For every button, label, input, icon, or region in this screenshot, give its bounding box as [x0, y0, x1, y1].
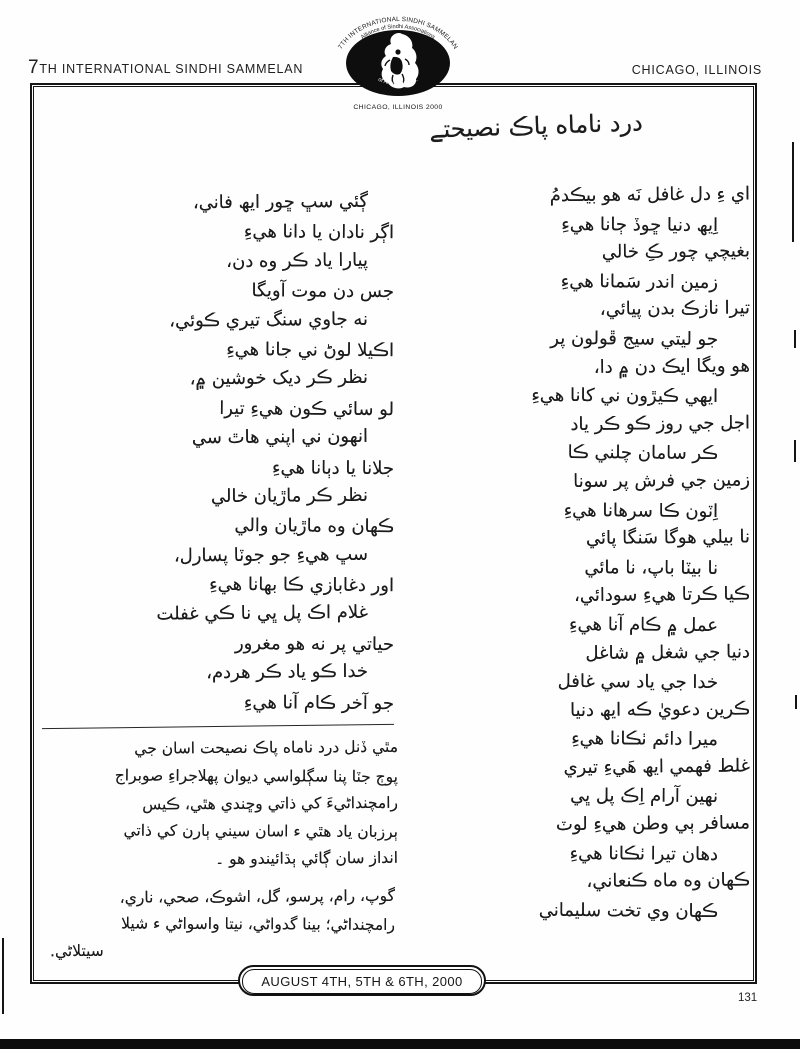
header-location: CHICAGO, ILLINOIS — [631, 63, 762, 77]
note-line: مٿي ڏنل درد ناماه پاڪ نصيحت اسان جي — [134, 737, 399, 758]
verse-line: عمل ۾ ڪام آنا هيءِ — [569, 613, 719, 636]
date-banner-pill — [238, 965, 486, 996]
verse-line: نظر ڪر ماڙيان خالي — [210, 484, 369, 508]
verse-line: لو سائي ڪون هيءِ تيرا — [219, 397, 395, 420]
logo-arc-top-text: 7TH INTERNATIONAL SINDHI SAMMELAN — [337, 16, 459, 51]
scan-bottom-bar — [0, 1039, 800, 1049]
verse-line: هو ويگا ايڪ دن ۾ دا، — [593, 355, 751, 378]
verse-line: اڪيلا لوڻ ني جانا هيءِ — [226, 338, 395, 362]
header-event-title: 7TH INTERNATIONAL SINDHI SAMMELAN — [28, 57, 304, 78]
verse-line: پيارا ياد ڪر وه دن، — [226, 249, 369, 272]
verse-line: اور دغابازي ڪا بهانا هيءِ — [209, 573, 395, 597]
note-line: رامچنداڻيءَ کي ذاتي وڇندي هٿي، ڪيس — [142, 793, 399, 814]
note-line: پوڄ جٽا پنا سڳلواسي ديوان پهلاجراءِ صوبراج — [114, 766, 399, 786]
verse-line: نا بيٽا باپ، نا مائي — [584, 556, 719, 579]
signature-line: رامچنداڻي؛ بينا گدواڻي، نيتا واسواڻي ء شيلا — [121, 913, 396, 934]
scan-artifact-right-line — [792, 142, 794, 242]
verse-line: اي ءِ دل غافل نَه هو بيڪدمُ — [549, 183, 751, 207]
poem-note-block — [44, 735, 398, 874]
verse-line: ڪرين دعويٰ ڪه ايھ دنيا — [569, 698, 751, 721]
verse-line: تيرا نازڪ بدن پيائي، — [599, 297, 751, 321]
signature-line: سيتلاڻي. — [49, 941, 104, 961]
verse-line: اجل جي روز ڪو ڪر ياد — [570, 412, 751, 435]
verse-line: ڪهان وه ماه ڪنعاني، — [586, 869, 751, 893]
verse-line: ڳئي سڀ ڇور ايھ فاني، — [192, 190, 369, 214]
verse-line: ايھي ڪيڙون ني کانا هيءِ — [531, 384, 719, 408]
verse-line: جو ليتي سيج ڦولون پر — [550, 327, 719, 350]
verse-line: ڪهان وي تخت سليماني — [538, 899, 719, 922]
verse-line: سڀ هيءِ جو جوٽا پسارل، — [173, 543, 369, 567]
note-line: ٻرزبان ياد هٿي ء اسان سيني ٻارن کي ذاتي — [123, 821, 399, 842]
logo-arc-mid-text: Alliance of Sindhi Associations — [360, 23, 436, 41]
verse-line: دهان تيرا ٺڪانا هيءِ — [569, 842, 719, 865]
dancer-figure-head — [395, 49, 400, 54]
verse-line: نظر ڪر ديک خوشين ۾، — [189, 367, 369, 390]
verse-line: ڪيا ڪرتا هيءِ سودائي، — [573, 583, 751, 607]
verse-line: بغيچي چور ڪِ خالي — [601, 240, 751, 263]
verse-line: اڳر نادان يا دانا هيءِ — [243, 221, 395, 244]
verse-line: جس دن موت آويگا — [251, 280, 395, 303]
verse-line: خدا ڪو ياد ڪر هردم، — [206, 661, 369, 684]
poem-left-column — [62, 188, 394, 717]
sammelan-logo — [330, 5, 466, 117]
verse-line: نه جاوي سنگ تيري ڪوئي، — [169, 308, 369, 332]
verse-line: ميرا دائم ٺڪانا هيءِ — [571, 728, 719, 751]
verse-line: غلط فهمي ايھ هَيءِ تيري — [563, 755, 751, 778]
signature-block — [50, 884, 395, 964]
signature-line: گوپ، رام، پرسو، گل، اشوڪ، صحي، ناري، — [119, 886, 396, 907]
verse-line: نا بيلي هوگا سَنگا پائي — [585, 526, 751, 550]
verse-line: خدا جي ياد سي غافل — [557, 670, 719, 694]
scan-artifact-right-tick — [794, 330, 796, 348]
verse-line: انهون ني اپني هاٿ سي — [191, 425, 369, 449]
verse-line: دنيا جي شغل ۾ شاغل — [585, 640, 751, 664]
verse-line: مسافر ٻي وطن هيءِ لوٽ — [555, 812, 751, 836]
verse-line: نهين آرام اِڪ پل ڀي — [570, 785, 719, 808]
note-line: انداز سان ڳائي ٻڌائيندو هو ۔ — [215, 848, 399, 869]
verse-line: جو آخر ڪام آنا هيءِ — [243, 691, 395, 714]
page-number: 131 — [738, 992, 758, 1004]
verse-line: جلانا يا دٻانا هيءِ — [271, 456, 395, 479]
verse-line: اِيھ دنيا ڇوڏ ڄانا هيءِ — [561, 213, 719, 236]
poem-right-column — [398, 182, 750, 925]
verse-line: ڪر سامان چلني ڪا — [567, 442, 719, 465]
scan-artifact-right-tick — [794, 440, 796, 462]
date-banner: AUGUST 4TH, 5TH & 6TH, 2000 — [242, 969, 482, 994]
scan-artifact-left-line — [2, 938, 4, 1014]
scan-artifact-right-tick — [795, 695, 797, 709]
verse-line: حياتي پر نه هو مغرور — [234, 632, 395, 656]
verse-line: زمين جي فرش پر سونا — [573, 469, 751, 492]
logo-caption: CHICAGO, ILLINOIS 2000 — [353, 104, 443, 111]
verse-line: غلام اڪ پل ڀي نا ڪي غفلت — [156, 602, 369, 626]
logo-arc-bottom-text: of Americas, Inc. — [377, 76, 419, 88]
verse-line: اِٽون ڪا سرهانا هيءِ — [563, 499, 719, 522]
verse-line: ڪهان وه ماڙيان والي — [234, 515, 395, 538]
poem-title: درد ناماه پاڪ نصيحتے — [428, 108, 644, 144]
verse-line: زمين اندر سَمانا هيءِ — [560, 270, 719, 293]
sammelan-logo-svg — [330, 5, 466, 117]
